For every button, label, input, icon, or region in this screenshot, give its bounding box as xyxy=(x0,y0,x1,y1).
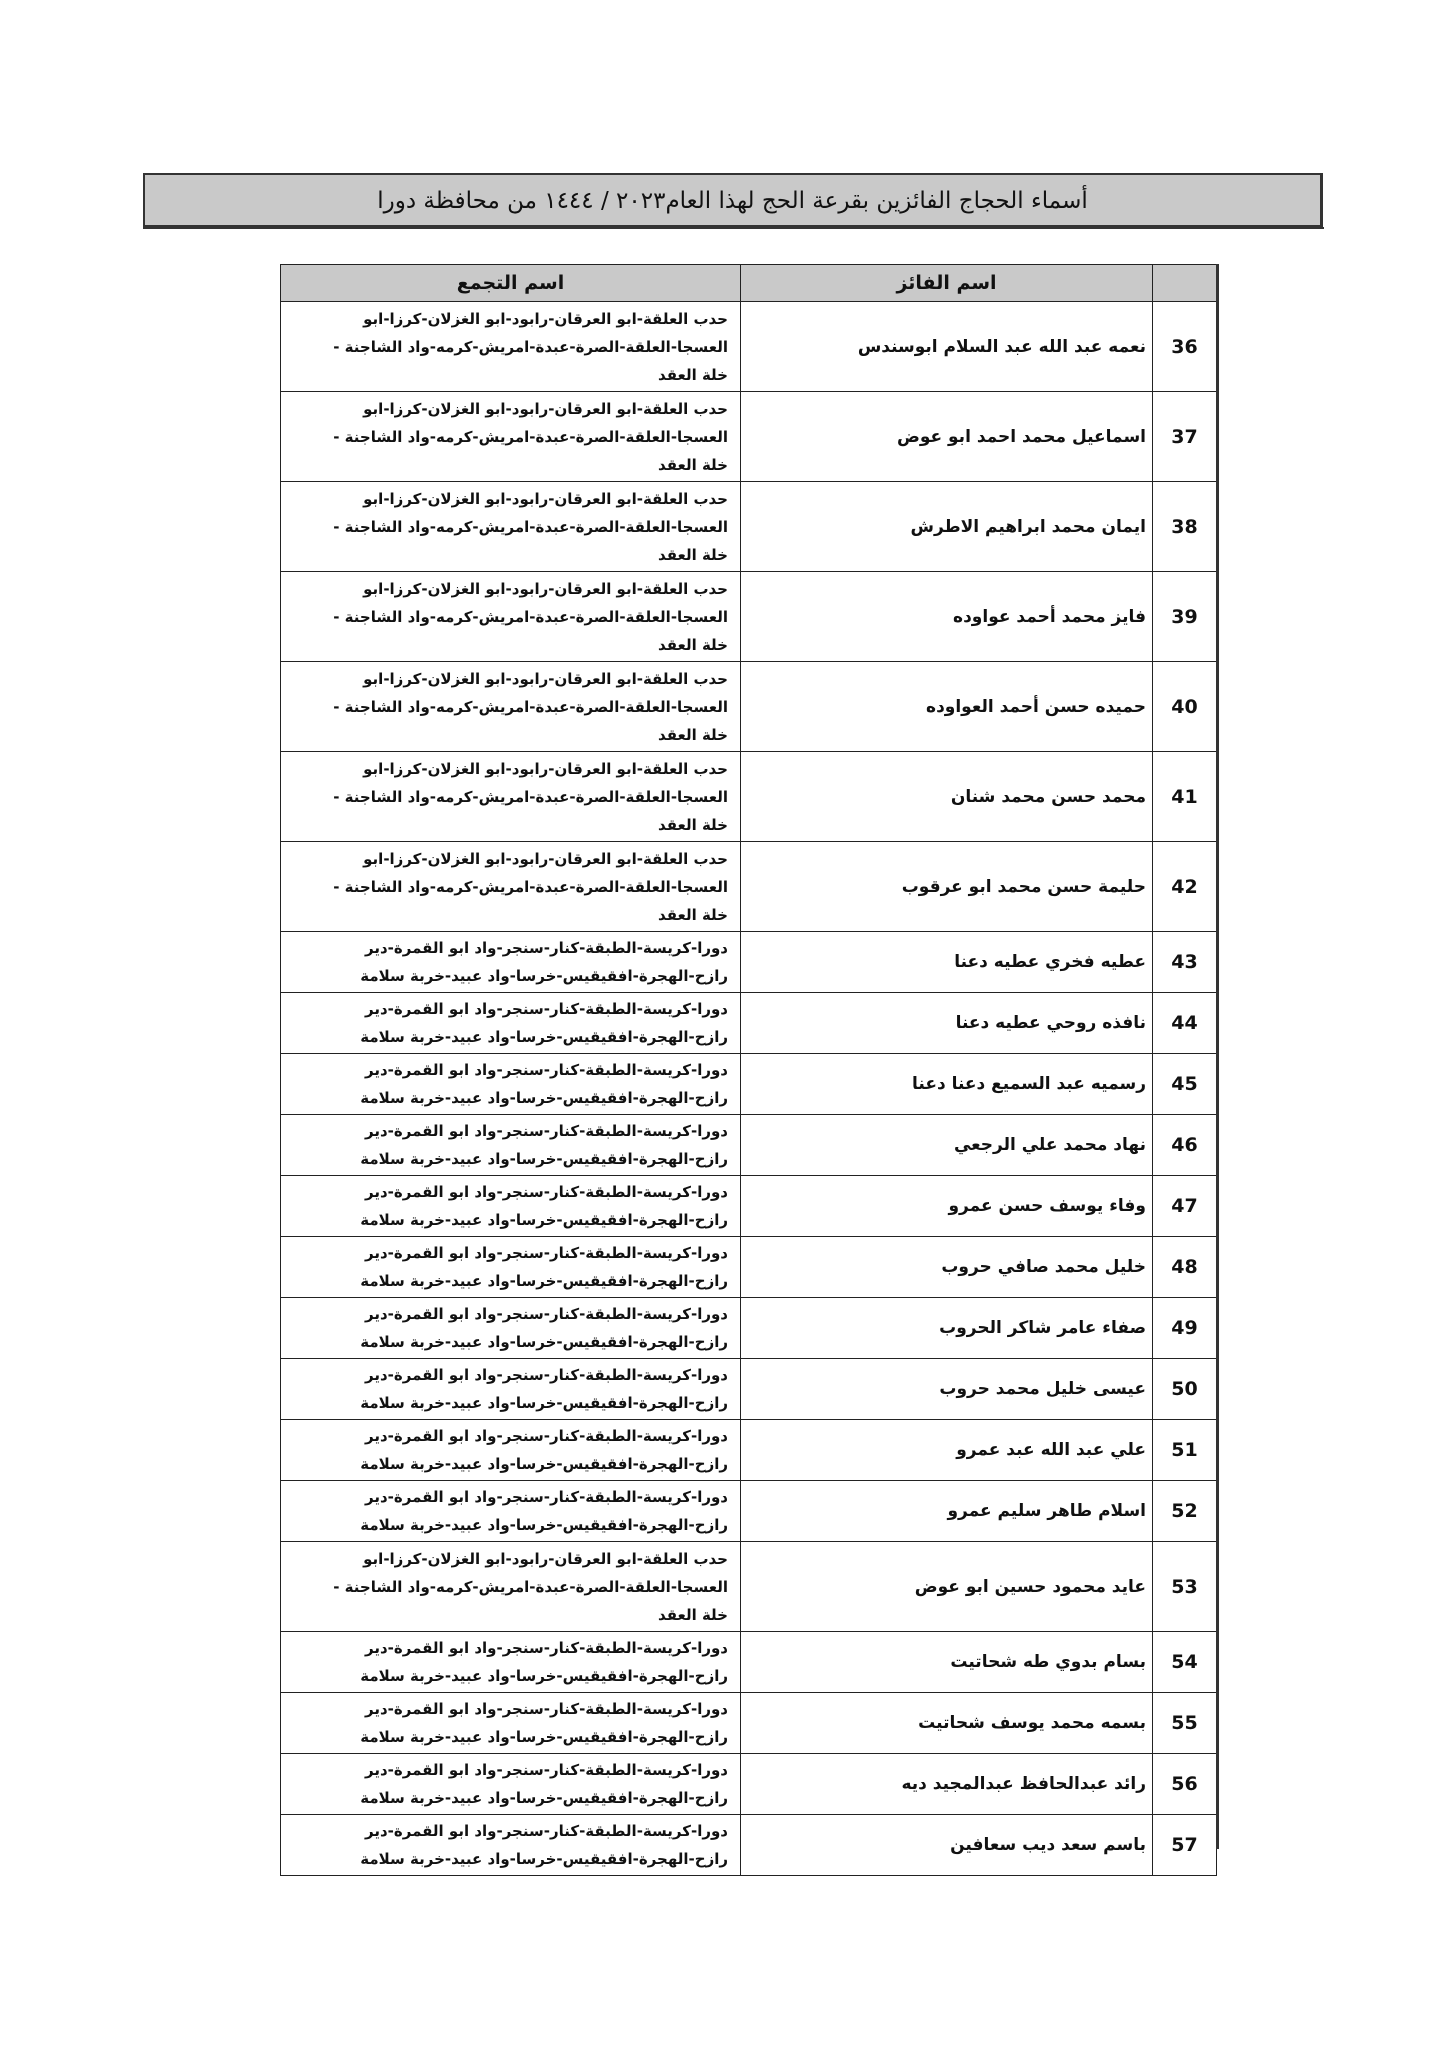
row-number: 48 xyxy=(1153,1237,1217,1298)
group-name xyxy=(281,392,741,482)
title-banner xyxy=(143,173,1323,227)
table-row xyxy=(281,302,1217,392)
group-line: العسجا-العلقة-الصرة-عبدة-امريش-كرمه-واد الشاجنة - xyxy=(333,787,728,806)
group-line: خلة العقد xyxy=(658,725,728,744)
group-name xyxy=(281,842,741,932)
group-line: رازح-الهجرة-افقيقيس-خرسا-واد عبيد-خربة سلامة xyxy=(360,1028,728,1046)
winner-name: وفاء يوسف حسن عمرو xyxy=(741,1176,1153,1237)
group-line: خلة العقد xyxy=(658,455,728,474)
group-line: حدب العلقة-ابو العرقان-رابود-ابو الغزلان-كرزا-ابو xyxy=(363,579,728,598)
group-line: رازح-الهجرة-افقيقيس-خرسا-واد عبيد-خربة سلامة xyxy=(360,1789,728,1807)
group-name xyxy=(281,572,741,662)
group-line: رازح-الهجرة-افقيقيس-خرسا-واد عبيد-خربة سلامة xyxy=(360,1211,728,1229)
group-line: حدب العلقة-ابو العرقان-رابود-ابو الغزلان-كرزا-ابو xyxy=(363,489,728,508)
group-line: العسجا-العلقة-الصرة-عبدة-امريش-كرمه-واد الشاجنة - xyxy=(333,427,728,446)
row-number: 53 xyxy=(1153,1542,1217,1632)
group-name xyxy=(281,1693,741,1754)
table-row xyxy=(281,1815,1217,1876)
table-row xyxy=(281,932,1217,993)
row-number: 57 xyxy=(1153,1815,1217,1876)
row-number: 47 xyxy=(1153,1176,1217,1237)
row-number: 50 xyxy=(1153,1359,1217,1420)
row-number: 44 xyxy=(1153,993,1217,1054)
table-header-row xyxy=(281,265,1217,302)
row-number: 51 xyxy=(1153,1420,1217,1481)
group-line: رازح-الهجرة-افقيقيس-خرسا-واد عبيد-خربة سلامة xyxy=(360,1089,728,1107)
table-row xyxy=(281,752,1217,842)
table-row xyxy=(281,392,1217,482)
row-number: 55 xyxy=(1153,1693,1217,1754)
winner-name: نهاد محمد علي الرجعي xyxy=(741,1115,1153,1176)
table-row xyxy=(281,842,1217,932)
winner-name: نافذه روحي عطيه دعنا xyxy=(741,993,1153,1054)
group-name xyxy=(281,1115,741,1176)
group-line: رازح-الهجرة-افقيقيس-خرسا-واد عبيد-خربة سلامة xyxy=(360,1728,728,1746)
table-shadow-edge xyxy=(1216,264,1219,1849)
group-line: دورا-كريسة-الطبقة-كنار-سنجر-واد ابو القمرة-دير xyxy=(365,1639,728,1657)
winner-name: فايز محمد أحمد عواوده xyxy=(741,572,1153,662)
winner-name: اسماعيل محمد احمد ابو عوض xyxy=(741,392,1153,482)
group-name xyxy=(281,1815,741,1876)
group-line: دورا-كريسة-الطبقة-كنار-سنجر-واد ابو القمرة-دير xyxy=(365,1366,728,1384)
winner-name: بسام بدوي طه شحاتيت xyxy=(741,1632,1153,1693)
group-line: خلة العقد xyxy=(658,365,728,384)
group-line: دورا-كريسة-الطبقة-كنار-سنجر-واد ابو القمرة-دير xyxy=(365,1761,728,1779)
group-name xyxy=(281,1481,741,1542)
table-row xyxy=(281,1237,1217,1298)
table-row xyxy=(281,993,1217,1054)
row-number: 41 xyxy=(1153,752,1217,842)
table-row xyxy=(281,1176,1217,1237)
group-name xyxy=(281,302,741,392)
group-line: رازح-الهجرة-افقيقيس-خرسا-واد عبيد-خربة سلامة xyxy=(360,1394,728,1412)
group-line: دورا-كريسة-الطبقة-كنار-سنجر-واد ابو القمرة-دير xyxy=(365,1822,728,1840)
group-name xyxy=(281,1542,741,1632)
winner-name: باسم سعد ديب سعافين xyxy=(741,1815,1153,1876)
group-name xyxy=(281,932,741,993)
header-name: اسم الفائز xyxy=(741,265,1153,302)
group-line: العسجا-العلقة-الصرة-عبدة-امريش-كرمه-واد الشاجنة - xyxy=(333,517,728,536)
winner-name: حليمة حسن محمد ابو عرقوب xyxy=(741,842,1153,932)
winner-name: نعمه عبد الله عبد السلام ابوسندس xyxy=(741,302,1153,392)
winner-name: اسلام طاهر سليم عمرو xyxy=(741,1481,1153,1542)
group-line: دورا-كريسة-الطبقة-كنار-سنجر-واد ابو القمرة-دير xyxy=(365,1427,728,1445)
row-number: 45 xyxy=(1153,1054,1217,1115)
group-name xyxy=(281,1632,741,1693)
group-line: العسجا-العلقة-الصرة-عبدة-امريش-كرمه-واد الشاجنة - xyxy=(333,607,728,626)
winner-name: عطيه فخري عطيه دعنا xyxy=(741,932,1153,993)
group-line: دورا-كريسة-الطبقة-كنار-سنجر-واد ابو القمرة-دير xyxy=(365,1305,728,1323)
table-row xyxy=(281,1542,1217,1632)
row-number: 52 xyxy=(1153,1481,1217,1542)
table-row xyxy=(281,1754,1217,1815)
group-line: خلة العقد xyxy=(658,905,728,924)
table-row xyxy=(281,572,1217,662)
row-number: 36 xyxy=(1153,302,1217,392)
group-name xyxy=(281,752,741,842)
group-name xyxy=(281,1420,741,1481)
group-line: رازح-الهجرة-افقيقيس-خرسا-واد عبيد-خربة سلامة xyxy=(360,1455,728,1473)
group-line: حدب العلقة-ابو العرقان-رابود-ابو الغزلان-كرزا-ابو xyxy=(363,1549,728,1568)
page-title: أسماء الحجاج الفائزين بقرعة الحج لهذا العام٢٠٢٣ / ١٤٤٤ من محافظة دورا xyxy=(377,188,1088,214)
group-line: دورا-كريسة-الطبقة-كنار-سنجر-واد ابو القمرة-دير xyxy=(365,1700,728,1718)
group-line: خلة العقد xyxy=(658,815,728,834)
group-line: رازح-الهجرة-افقيقيس-خرسا-واد عبيد-خربة سلامة xyxy=(360,1272,728,1290)
winner-name: خليل محمد صافي حروب xyxy=(741,1237,1153,1298)
group-line: دورا-كريسة-الطبقة-كنار-سنجر-واد ابو القمرة-دير xyxy=(365,1000,728,1018)
group-name xyxy=(281,482,741,572)
group-line: رازح-الهجرة-افقيقيس-خرسا-واد عبيد-خربة سلامة xyxy=(360,1667,728,1685)
group-line: العسجا-العلقة-الصرة-عبدة-امريش-كرمه-واد الشاجنة - xyxy=(333,337,728,356)
table-body xyxy=(281,302,1217,1876)
winner-name: رسميه عبد السميع دعنا دعنا xyxy=(741,1054,1153,1115)
group-name xyxy=(281,1237,741,1298)
table-row xyxy=(281,1481,1217,1542)
group-line: دورا-كريسة-الطبقة-كنار-سنجر-واد ابو القمرة-دير xyxy=(365,939,728,957)
group-line: رازح-الهجرة-افقيقيس-خرسا-واد عبيد-خربة سلامة xyxy=(360,967,728,985)
group-line: حدب العلقة-ابو العرقان-رابود-ابو الغزلان-كرزا-ابو xyxy=(363,759,728,778)
group-line: رازح-الهجرة-افقيقيس-خرسا-واد عبيد-خربة سلامة xyxy=(360,1150,728,1168)
group-name xyxy=(281,993,741,1054)
winner-name: ايمان محمد ابراهيم الاطرش xyxy=(741,482,1153,572)
group-name xyxy=(281,1054,741,1115)
winner-name: رائد عبدالحافظ عبدالمجيد ديه xyxy=(741,1754,1153,1815)
group-line: حدب العلقة-ابو العرقان-رابود-ابو الغزلان-كرزا-ابو xyxy=(363,399,728,418)
table-row xyxy=(281,662,1217,752)
group-name xyxy=(281,1359,741,1420)
row-number: 38 xyxy=(1153,482,1217,572)
winner-name: عيسى خليل محمد حروب xyxy=(741,1359,1153,1420)
group-line: خلة العقد xyxy=(658,545,728,564)
row-number: 49 xyxy=(1153,1298,1217,1359)
winner-name: بسمه محمد يوسف شحاتيت xyxy=(741,1693,1153,1754)
group-line: دورا-كريسة-الطبقة-كنار-سنجر-واد ابو القمرة-دير xyxy=(365,1244,728,1262)
header-group: اسم التجمع xyxy=(281,265,741,302)
group-line: العسجا-العلقة-الصرة-عبدة-امريش-كرمه-واد الشاجنة - xyxy=(333,1577,728,1596)
group-line: حدب العلقة-ابو العرقان-رابود-ابو الغزلان-كرزا-ابو xyxy=(363,669,728,688)
group-line: خلة العقد xyxy=(658,1605,728,1624)
table-row xyxy=(281,482,1217,572)
winners-table xyxy=(280,264,1217,1876)
group-line: حدب العلقة-ابو العرقان-رابود-ابو الغزلان-كرزا-ابو xyxy=(363,849,728,868)
group-name xyxy=(281,1176,741,1237)
table-row xyxy=(281,1298,1217,1359)
group-line: دورا-كريسة-الطبقة-كنار-سنجر-واد ابو القمرة-دير xyxy=(365,1488,728,1506)
table-row xyxy=(281,1115,1217,1176)
group-name xyxy=(281,1298,741,1359)
group-line: دورا-كريسة-الطبقة-كنار-سنجر-واد ابو القمرة-دير xyxy=(365,1122,728,1140)
winner-name: حميده حسن أحمد العواوده xyxy=(741,662,1153,752)
header-number xyxy=(1153,265,1217,302)
winner-name: عايد محمود حسين ابو عوض xyxy=(741,1542,1153,1632)
group-line: حدب العلقة-ابو العرقان-رابود-ابو الغزلان-كرزا-ابو xyxy=(363,309,728,328)
group-name xyxy=(281,1754,741,1815)
winner-name: محمد حسن محمد شنان xyxy=(741,752,1153,842)
winner-name: صفاء عامر شاكر الحروب xyxy=(741,1298,1153,1359)
group-name xyxy=(281,662,741,752)
table-row xyxy=(281,1693,1217,1754)
table-row xyxy=(281,1420,1217,1481)
group-line: رازح-الهجرة-افقيقيس-خرسا-واد عبيد-خربة سلامة xyxy=(360,1850,728,1868)
row-number: 56 xyxy=(1153,1754,1217,1815)
row-number: 43 xyxy=(1153,932,1217,993)
group-line: رازح-الهجرة-افقيقيس-خرسا-واد عبيد-خربة سلامة xyxy=(360,1516,728,1534)
row-number: 54 xyxy=(1153,1632,1217,1693)
group-line: دورا-كريسة-الطبقة-كنار-سنجر-واد ابو القمرة-دير xyxy=(365,1183,728,1201)
table-row xyxy=(281,1359,1217,1420)
row-number: 40 xyxy=(1153,662,1217,752)
table-row xyxy=(281,1054,1217,1115)
row-number: 42 xyxy=(1153,842,1217,932)
group-line: رازح-الهجرة-افقيقيس-خرسا-واد عبيد-خربة سلامة xyxy=(360,1333,728,1351)
group-line: دورا-كريسة-الطبقة-كنار-سنجر-واد ابو القمرة-دير xyxy=(365,1061,728,1079)
group-line: العسجا-العلقة-الصرة-عبدة-امريش-كرمه-واد الشاجنة - xyxy=(333,697,728,716)
group-line: العسجا-العلقة-الصرة-عبدة-امريش-كرمه-واد الشاجنة - xyxy=(333,877,728,896)
table-row xyxy=(281,1632,1217,1693)
row-number: 39 xyxy=(1153,572,1217,662)
group-line: خلة العقد xyxy=(658,635,728,654)
row-number: 46 xyxy=(1153,1115,1217,1176)
winner-name: علي عبد الله عبد عمرو xyxy=(741,1420,1153,1481)
row-number: 37 xyxy=(1153,392,1217,482)
